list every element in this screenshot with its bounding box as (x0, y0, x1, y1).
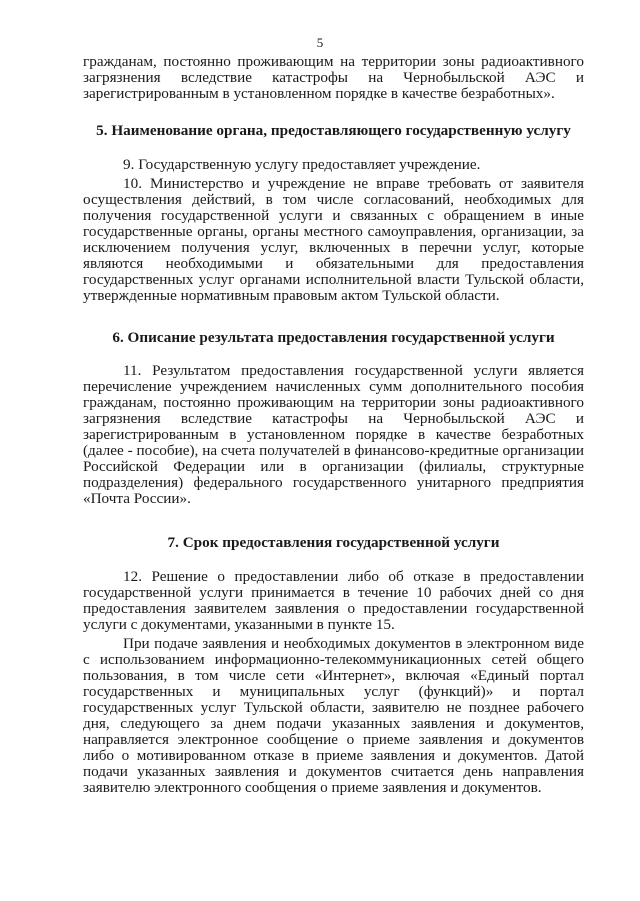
paragraph-10: 10. Министерство и учреждение не вправе требовать от заявителя осуществления действий, в том числе согласований, необходимых для получения государственной услуги и связанных с обращением в иные государственные органы, органы местного самоуправления, организации, за исключением получения услуг, включенных в перечни услуг, которые являются необходимыми и обязательными для предоставления государственных услуг органами исполнительной власти Тульской области, утвержденные нормативным правовым актом Тульской области. (83, 175, 584, 304)
section-7-heading: 7. Срок предоставления государственной услуги (167, 534, 500, 551)
section-5-heading: 5. Наименование органа, предоставляющего государственную услугу (96, 122, 571, 139)
page-number: 5 (316, 35, 324, 50)
section-6-heading: 6. Описание результата предоставления государственной услуги (112, 329, 555, 346)
paragraph-9: 9. Государственную услугу предоставляет учреждение. (123, 156, 481, 173)
paragraph-11: 11. Результатом предоставления государственной услуги является перечисление учреждением начисленных сумм дополнительного пособия гражданам, постоянно проживающим на территории зоны радиоактивного загрязнения вследствие катастрофы на Чернобыльской АЭС и зарегистрированным в установленном порядке в качестве безработных (далее - пособие), на счета получателей в финансово-кредитные организации Российской Федерации или в организации (филиалы, структурные подразделения) федерального государственного унитарного предприятия «Почта России». (83, 362, 584, 507)
paragraph-electronic-submission: При подаче заявления и необходимых документов в электронном виде с использованием информационно-телекоммуникационных сетей общего пользования, в том числе сети «Интернет», включая «Единый портал государственных и муниципальных услуг (функций)» и портал государственных услуг Тульской области, заявителю не позднее рабочего дня, следующего за днем подачи указанных заявления и документов, направляется электронное сообщение о приеме заявления и документов либо о мотивированном отказе в приеме заявления и документов. Датой подачи указанных заявления и документов считается день направления заявителю электронного сообщения о приеме заявления и документов. (83, 635, 584, 796)
paragraph-12: 12. Решение о предоставлении либо об отказе в предоставлении государственной услуги принимается в течение 10 рабочих дней со дня предоставления заявителем заявления о предоставлении государственной услуги с документами, указанными в пункте 15. (83, 568, 584, 633)
intro-paragraph: гражданам, постоянно проживающим на территории зоны радиоактивного загрязнения вследствие катастрофы на Чернобыльской АЭС и зарегистрированным в установленном порядке в качестве безработных». (83, 53, 584, 102)
